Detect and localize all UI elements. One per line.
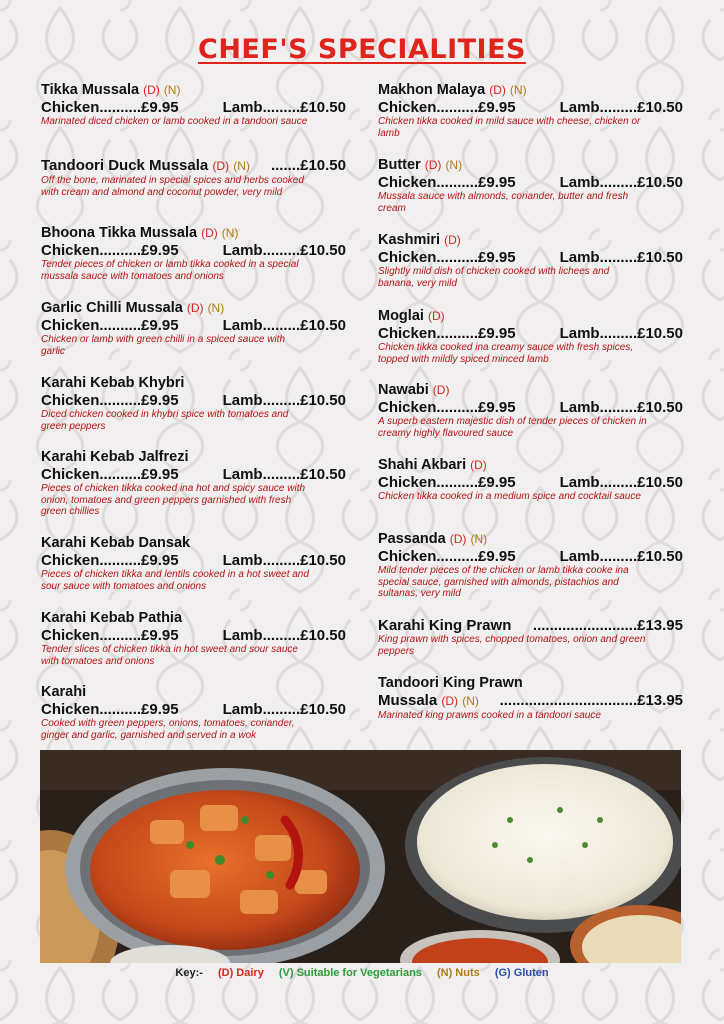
dairy-tag: (D) bbox=[212, 159, 230, 173]
dish-name: Bhoona Tikka Mussala bbox=[41, 225, 198, 241]
menu-item bbox=[378, 308, 688, 365]
lamb-price: Lamb.........£10.50 bbox=[222, 701, 346, 718]
lamb-price: Lamb.........£10.50 bbox=[222, 392, 346, 409]
key-gluten: (G) Gluten bbox=[494, 967, 549, 979]
dairy-tag: (D) bbox=[489, 83, 506, 97]
dish-price: .................................£13.95 bbox=[499, 692, 683, 709]
menu-item bbox=[378, 617, 688, 657]
dish-description: Mussala sauce with almonds, coriander, butter and fresh cream bbox=[378, 191, 629, 214]
menu-item bbox=[41, 535, 351, 592]
chicken-price: Chicken..........£9.95 bbox=[41, 317, 179, 334]
menu-item bbox=[378, 675, 688, 722]
dish-description: Diced chicken cooked in khybri spice with tomatoes and green peppers bbox=[41, 409, 289, 432]
chicken-price: Chicken..........£9.95 bbox=[378, 325, 516, 342]
menu-item bbox=[41, 82, 351, 128]
dish-description: Cooked with green peppers, onions, tomatoes, coriander, ginger and garlic, garnished and served in a wok bbox=[41, 718, 295, 741]
menu-item bbox=[41, 684, 351, 741]
dish-description: Chicken tikka cooked ina creamy sauce with fresh spices, topped with mildly spiced minced lamb bbox=[378, 342, 634, 365]
dish-description: Marinated king prawns cooked in a tandoori sauce bbox=[378, 710, 601, 721]
dish-price: .........................£13.95 bbox=[532, 617, 683, 634]
menu-item bbox=[378, 382, 688, 439]
dish-description: Tender slices of chicken tikka in hot sweet and sour sauce with tomatoes and onions bbox=[41, 644, 298, 667]
nuts-tag: (N) bbox=[470, 532, 488, 546]
lamb-price: Lamb.........£10.50 bbox=[559, 474, 683, 491]
chicken-price: Chicken..........£9.95 bbox=[378, 474, 516, 491]
dish-price: .......£10.50 bbox=[270, 157, 346, 174]
menu-item bbox=[41, 157, 351, 198]
dish-description: Pieces of chicken tikka cooked ina hot and spicy sauce with onion, tomatoes and green peppers garnished with fresh green chillies bbox=[41, 483, 306, 517]
dish-name: Nawabi bbox=[378, 382, 429, 398]
menu-item bbox=[378, 531, 688, 600]
allergen-key bbox=[0, 967, 724, 979]
dairy-tag: (D) bbox=[441, 694, 459, 708]
dish-name: Karahi Kebab Dansak bbox=[41, 535, 191, 551]
key-label: Key:- bbox=[175, 967, 203, 979]
nuts-tag: (N) bbox=[462, 694, 479, 708]
chicken-price: Chicken..........£9.95 bbox=[378, 174, 516, 191]
chicken-price: Chicken..........£9.95 bbox=[378, 548, 516, 565]
chicken-price: Chicken..........£9.95 bbox=[378, 249, 516, 266]
lamb-price: Lamb.........£10.50 bbox=[559, 249, 683, 266]
nuts-tag: (N) bbox=[445, 158, 463, 172]
nuts-tag: (N) bbox=[221, 226, 239, 240]
chicken-price: Chicken..........£9.95 bbox=[41, 99, 179, 116]
dish-name: Karahi King Prawn bbox=[378, 617, 512, 634]
dish-description: King prawn with spices, chopped tomatoes, onion and green peppers bbox=[378, 634, 646, 657]
menu-item bbox=[41, 375, 351, 432]
menu-item bbox=[41, 449, 351, 518]
dairy-tag: (D) bbox=[186, 301, 204, 315]
nuts-tag: (N) bbox=[233, 159, 250, 173]
lamb-price: Lamb.........£10.50 bbox=[559, 548, 683, 565]
dish-description: Tender pieces of chicken or lamb tikka cooked in a special mussala sauce with tomatoes and onions bbox=[41, 259, 299, 282]
dish-description: Slightly mild dish of chicken cooked with lichees and banana, very mild bbox=[378, 266, 610, 289]
dish-name: Shahi Akbari bbox=[378, 457, 467, 473]
dish-name: Moglai bbox=[378, 308, 424, 324]
dish-name: Butter bbox=[378, 157, 421, 173]
chicken-price: Chicken..........£9.95 bbox=[41, 392, 179, 409]
dish-description: Pieces of chicken tikka and lentils cooked in a hot sweet and sour sauce with tomatoes and onions bbox=[41, 569, 309, 592]
chicken-price: Chicken..........£9.95 bbox=[41, 627, 179, 644]
nuts-tag: (N) bbox=[207, 301, 225, 315]
menu-item bbox=[41, 610, 351, 667]
dish-description: Mild tender pieces of the chicken or lamb tikka cooke ina special sauce, garnished with almonds, pistachios and sultanas, very mild bbox=[378, 565, 629, 599]
dish-name-line2: Mussala bbox=[378, 692, 438, 709]
nuts-tag: (N) bbox=[163, 83, 181, 97]
dish-name: Karahi Kebab Pathia bbox=[41, 610, 183, 626]
chicken-price: Chicken..........£9.95 bbox=[41, 466, 179, 483]
dish-description: Marinated diced chicken or lamb cooked in a tandoori sauce bbox=[41, 116, 308, 127]
dish-name: Karahi bbox=[41, 684, 87, 700]
food-photo bbox=[40, 750, 681, 963]
lamb-price: Lamb.........£10.50 bbox=[222, 99, 346, 116]
dish-name: Kashmiri bbox=[378, 232, 441, 248]
chicken-price: Chicken..........£9.95 bbox=[378, 99, 516, 116]
dairy-tag: (D) bbox=[143, 83, 160, 97]
nuts-tag: (N) bbox=[509, 83, 527, 97]
lamb-price: Lamb.........£10.50 bbox=[559, 99, 683, 116]
menu-item bbox=[378, 457, 688, 503]
chicken-price: Chicken..........£9.95 bbox=[41, 242, 179, 259]
dish-name: Makhon Malaya bbox=[378, 82, 486, 98]
menu-item bbox=[41, 225, 351, 282]
chicken-price: Chicken..........£9.95 bbox=[41, 552, 179, 569]
dish-name: Tandoori King Prawn bbox=[378, 675, 523, 691]
dish-description: Chicken tikka cooked in a medium spice and cocktail sauce bbox=[378, 491, 641, 502]
chicken-price: Chicken..........£9.95 bbox=[41, 701, 179, 718]
dairy-tag: (D) bbox=[444, 233, 461, 247]
menu-item bbox=[378, 82, 688, 139]
lamb-price: Lamb.........£10.50 bbox=[222, 466, 346, 483]
key-vegetarian: (V) Suitable for Vegetarians bbox=[278, 967, 422, 979]
dairy-tag: (D) bbox=[424, 158, 442, 172]
dairy-tag: (D) bbox=[201, 226, 218, 240]
lamb-price: Lamb.........£10.50 bbox=[222, 552, 346, 569]
dish-name: Passanda bbox=[378, 531, 446, 547]
lamb-price: Lamb.........£10.50 bbox=[559, 174, 683, 191]
food-illustration bbox=[40, 750, 681, 963]
dairy-tag: (D) bbox=[470, 458, 487, 472]
dish-name: Tandoori Duck Mussala bbox=[41, 157, 209, 174]
dish-name: Tikka Mussala bbox=[41, 82, 140, 98]
lamb-price: Lamb.........£10.50 bbox=[559, 399, 683, 416]
key-dairy: (D) Dairy bbox=[217, 967, 264, 979]
dairy-tag: (D) bbox=[432, 383, 450, 397]
dish-name: Garlic Chilli Mussala bbox=[41, 300, 183, 316]
lamb-price: Lamb.........£10.50 bbox=[222, 317, 346, 334]
menu-item bbox=[378, 232, 688, 289]
dish-description: Off the bone, marinated in special spices and herbs cooked with cream and almond and coconut powder, very mild bbox=[41, 175, 304, 198]
dairy-tag: (D) bbox=[449, 532, 467, 546]
dish-name: Karahi Kebab Khybri bbox=[41, 375, 185, 391]
dish-description: Chicken tikka cooked in mild sauce with cheese, chicken or lamb bbox=[378, 116, 641, 139]
lamb-price: Lamb.........£10.50 bbox=[222, 242, 346, 259]
menu-item bbox=[378, 157, 688, 214]
dish-name: Karahi Kebab Jalfrezi bbox=[41, 449, 189, 465]
lamb-price: Lamb.........£10.50 bbox=[222, 627, 346, 644]
page-title: CHEF'S SPECIALITIES bbox=[198, 34, 526, 65]
lamb-price: Lamb.........£10.50 bbox=[559, 325, 683, 342]
dish-description: Chicken or lamb with green chilli in a spiced sauce with garlic bbox=[41, 334, 286, 357]
menu-item bbox=[41, 300, 351, 357]
dairy-tag: (D) bbox=[427, 309, 445, 323]
chicken-price: Chicken..........£9.95 bbox=[378, 399, 516, 416]
key-nuts: (N) Nuts bbox=[436, 967, 480, 979]
dish-description: A superb eastern majestic dish of tender pieces of chicken in creamy highly flavoured sauce bbox=[378, 416, 647, 439]
